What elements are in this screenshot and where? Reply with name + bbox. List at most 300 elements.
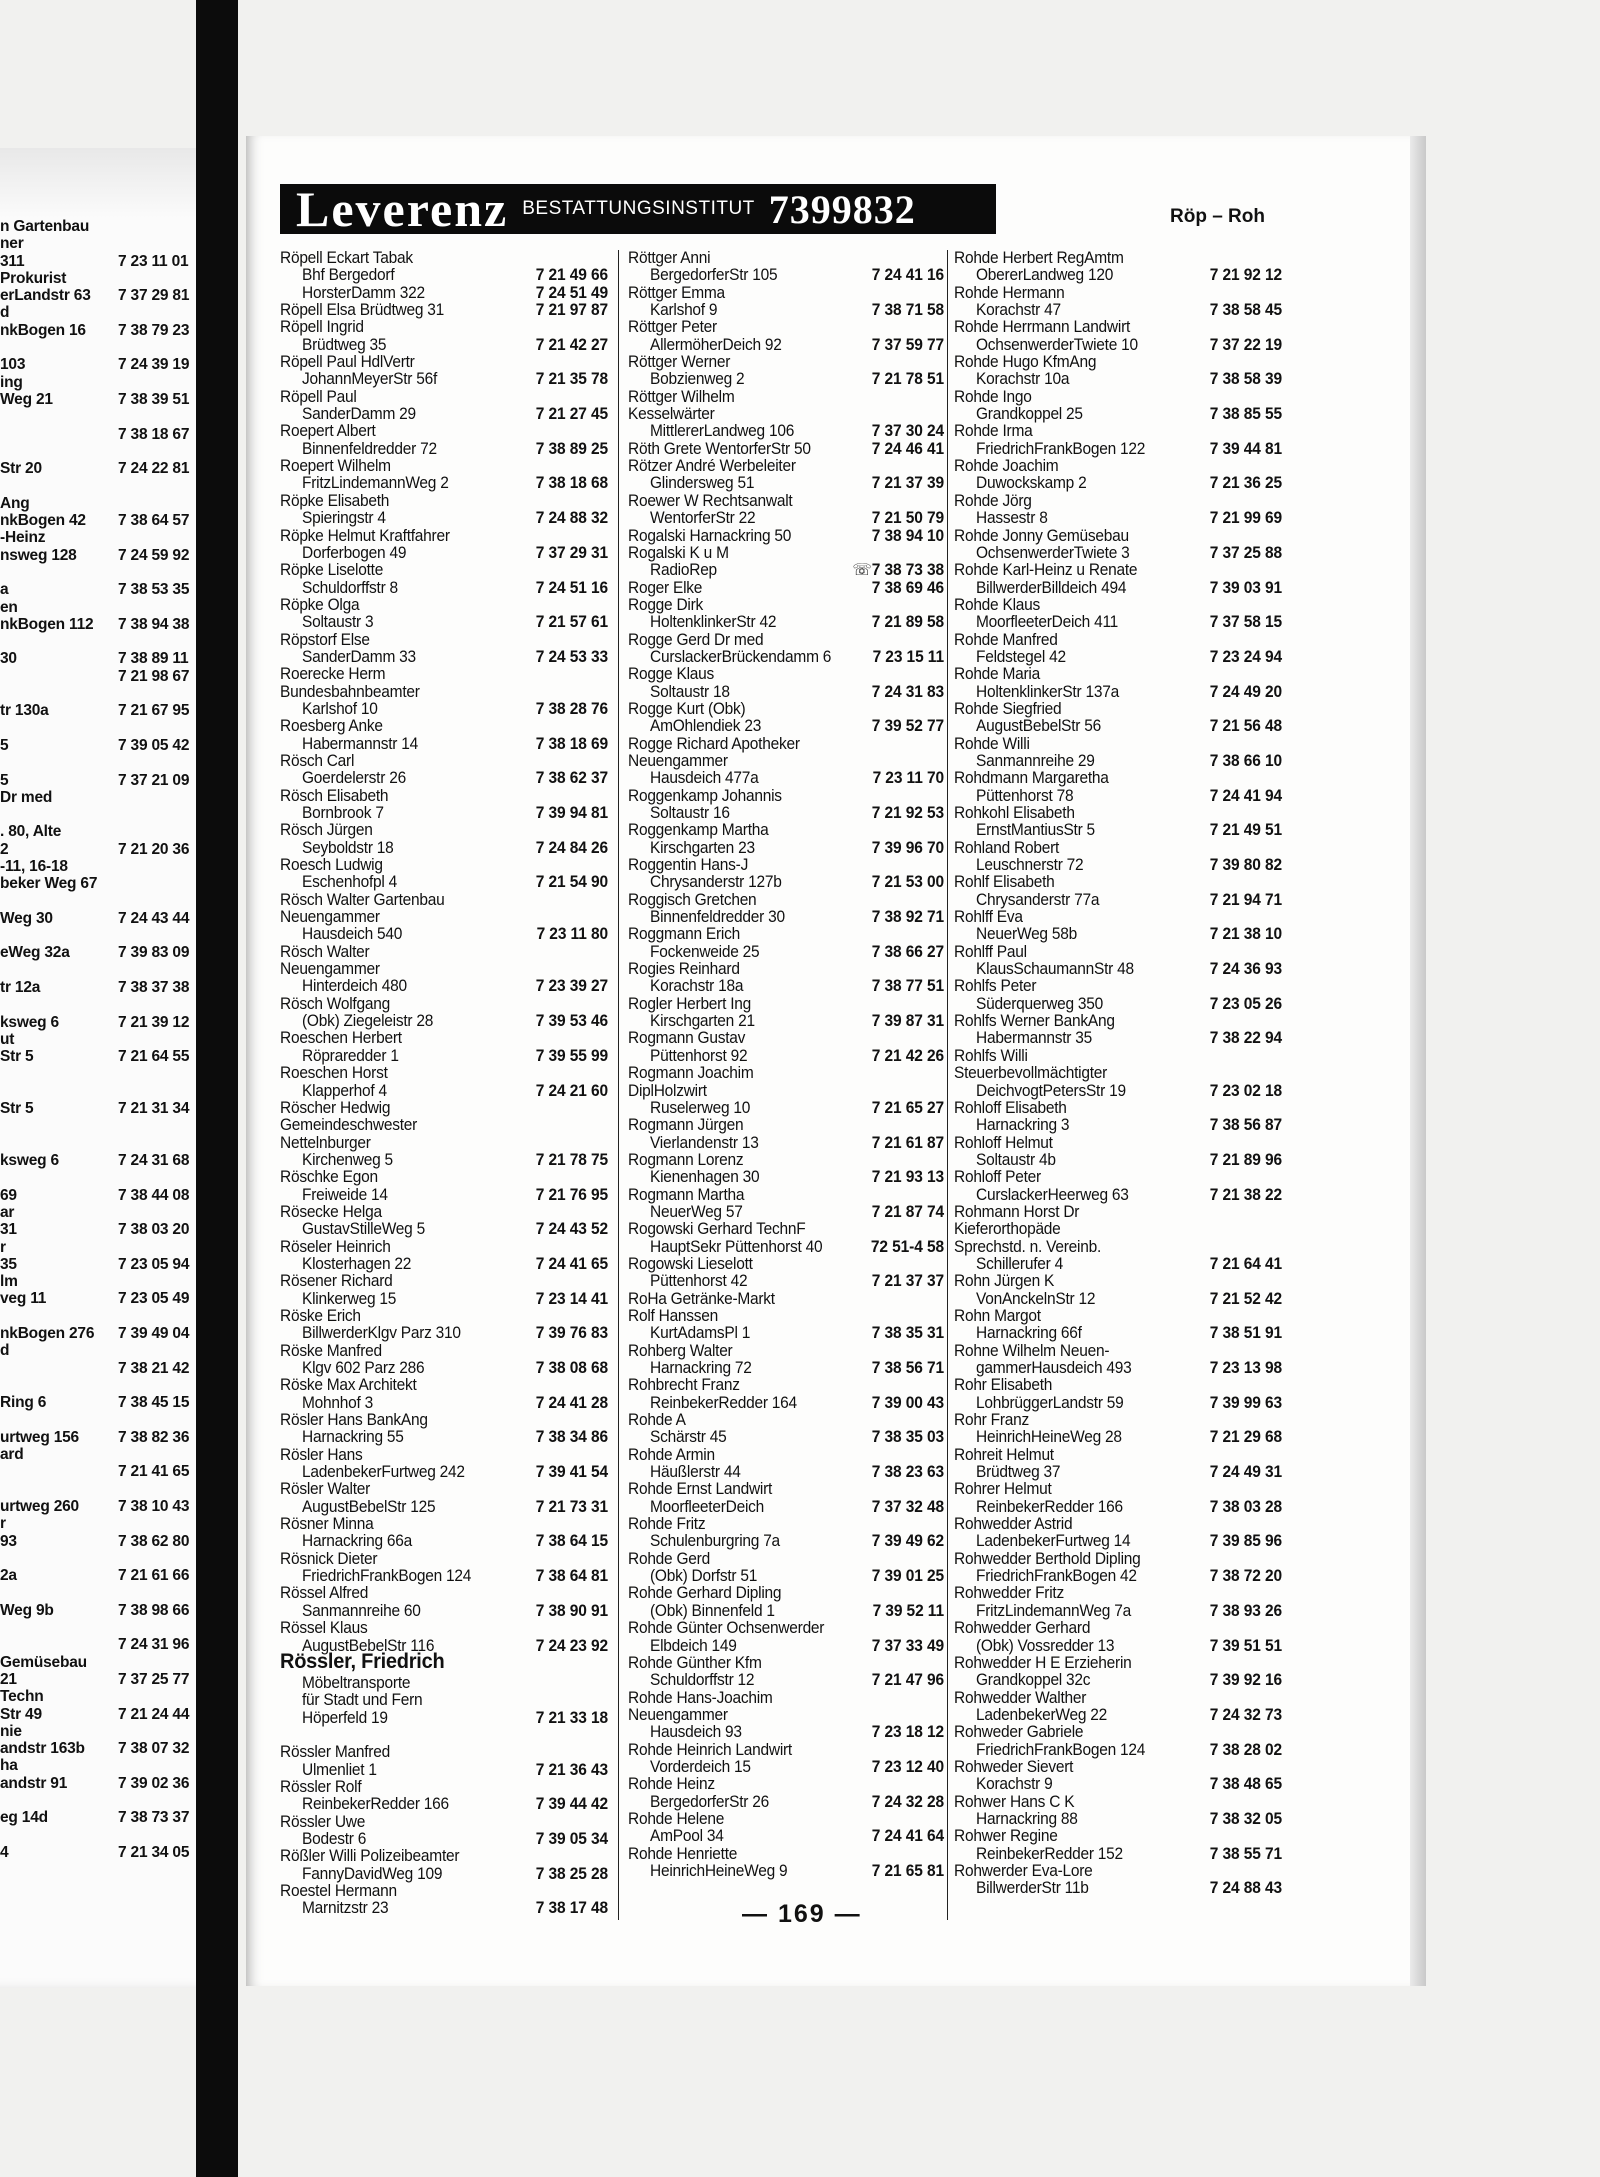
directory-entry-line — [280, 631, 608, 649]
entry-phone: 7 23 11 70 — [872, 769, 944, 788]
entry-phone: 7 38 71 58 — [871, 301, 944, 320]
directory-entry-line — [628, 1689, 944, 1707]
entry-phone: 7 24 32 73 — [1209, 1706, 1282, 1725]
directory-entry-line — [954, 388, 1282, 406]
entry-text: Rohde Günter Ochsenwerder — [628, 1619, 825, 1638]
fragment-text: n Gartenbau — [0, 218, 90, 235]
fragment-text: d — [0, 1342, 10, 1360]
entry-text: Rogmann Martha — [628, 1186, 745, 1204]
entry-phone: 7 37 33 49 — [871, 1637, 944, 1655]
directory-entry-line — [954, 1758, 1282, 1776]
directory-entry-line — [628, 423, 944, 441]
entry-text: ReinbekerRedder 166 — [976, 1498, 1123, 1517]
entry-text: Rösch Wolfgang — [280, 995, 390, 1014]
entry-phone: 7 24 41 65 — [535, 1255, 608, 1274]
entry-phone: 7 21 29 68 — [1209, 1428, 1282, 1447]
entry-text: Elbdeich 149 — [650, 1637, 737, 1655]
fragment-phone: 7 37 29 81 — [118, 287, 190, 305]
fragment-phone: 7 37 21 09 — [118, 771, 190, 789]
directory-entry-line — [628, 267, 944, 285]
directory-entry-line — [280, 388, 608, 406]
directory-entry-line — [628, 1568, 944, 1586]
entry-phone: 7 21 92 12 — [1209, 266, 1282, 285]
entry-text: Binnenfeldredder 30 — [650, 908, 785, 927]
directory-entry-line — [280, 926, 608, 944]
fragment-phone: 7 24 22 81 — [118, 460, 190, 478]
fragment-phone: 7 24 59 92 — [118, 546, 190, 564]
directory-entry-line — [954, 648, 1282, 666]
directory-entry-line — [954, 1325, 1282, 1343]
fragment-phone: 7 21 34 05 — [118, 1843, 190, 1861]
fragment-phone: 7 39 02 36 — [118, 1774, 190, 1792]
directory-entry-line — [954, 1741, 1282, 1759]
entry-text: Rösler Hans BankAng — [280, 1411, 428, 1430]
fragment-phone: 7 21 31 34 — [118, 1100, 190, 1118]
entry-text: Röttger Werner — [628, 353, 731, 372]
entry-phone: 7 37 25 88 — [1209, 544, 1282, 563]
directory-entry-line — [954, 1446, 1282, 1464]
entry-phone: 7 21 57 61 — [535, 613, 608, 632]
entry-phone: 7 38 66 10 — [1209, 752, 1282, 771]
entry-text: Rohn Jürgen K — [954, 1272, 1055, 1291]
entry-phone: 7 21 61 87 — [871, 1134, 944, 1152]
directory-entry-line — [954, 302, 1282, 320]
entry-text: Rohlfs Willi — [954, 1047, 1028, 1066]
entry-phone: 7 39 53 46 — [535, 1012, 608, 1031]
directory-entry-line — [280, 284, 608, 302]
entry-text: Rohbrecht Franz — [628, 1376, 740, 1395]
entry-text: Röttger Wilhelm — [628, 388, 735, 407]
directory-entry-line — [280, 648, 608, 666]
entry-text: Neuengammer — [628, 752, 728, 771]
entry-phone: 7 24 53 33 — [535, 648, 608, 667]
directory-entry-line — [280, 1290, 608, 1308]
directory-entry-line — [280, 596, 608, 614]
directory-entry-line — [628, 648, 944, 666]
directory-entry-line — [954, 1620, 1282, 1638]
entry-text: Binnenfeldredder 72 — [302, 440, 437, 459]
entry-text: Klgv 602 Parz 286 — [302, 1359, 425, 1378]
entry-text: Rogowski Lieselott — [628, 1255, 753, 1274]
directory-entry-line — [628, 1412, 944, 1430]
entry-text: Brüdtweg 37 — [976, 1463, 1061, 1482]
entry-text: Rohr Franz — [954, 1411, 1030, 1430]
fragment-text: 35 — [0, 1255, 17, 1273]
entry-text: Bundesbahnbeamter — [280, 683, 420, 702]
directory-entry-line — [628, 1828, 944, 1846]
entry-text: Habermannstr 14 — [302, 735, 419, 754]
entry-text: FritzLindemannWeg 2 — [302, 475, 449, 493]
entry-text: Süderquerweg 350 — [976, 995, 1103, 1014]
directory-entry-line — [954, 1169, 1282, 1187]
directory-entry-line — [628, 735, 944, 753]
fragment-phone: 7 21 64 55 — [118, 1048, 190, 1066]
directory-entry-line — [280, 857, 608, 875]
entry-text: Rösnick Dieter — [280, 1550, 378, 1569]
entry-text: Leuschnerstr 72 — [976, 856, 1084, 875]
directory-entry-line — [280, 423, 608, 441]
entry-text: Röpell Paul — [280, 388, 357, 407]
entry-phone: 7 39 96 70 — [871, 839, 944, 858]
fragment-phone: 7 39 83 09 — [118, 944, 190, 962]
entry-text: gammerHausdeich 493 — [976, 1359, 1132, 1378]
entry-text: Rohde Hermann — [954, 284, 1065, 303]
entry-text: LadenbekerFurtweg 242 — [302, 1463, 465, 1482]
directory-entry-line — [954, 579, 1282, 597]
entry-text: Rössler Uwe — [280, 1813, 366, 1832]
entry-text: Röttger Emma — [628, 284, 725, 303]
directory-entry-line — [628, 666, 944, 684]
entry-text: Röpke Liselotte — [280, 561, 384, 580]
fragment-text: urtweg 260 — [0, 1497, 79, 1515]
entry-phone: 7 21 42 27 — [535, 336, 608, 355]
entry-phone: 7 21 78 75 — [535, 1151, 608, 1170]
entry-text: Rohde Karl-Heinz u Renate — [954, 561, 1138, 580]
entry-phone: 7 39 85 96 — [1209, 1533, 1282, 1551]
entry-text: OchsenwerderTwiete 3 — [976, 544, 1130, 563]
entry-phone: 7 38 90 91 — [535, 1602, 608, 1621]
directory-entry-line — [954, 596, 1282, 614]
entry-text: Röpell Eckart Tabak — [280, 249, 413, 268]
fragment-text: Gemüsebau — [0, 1653, 87, 1671]
entry-text: AmPool 34 — [650, 1827, 724, 1846]
entry-text: Rohweder Sievert — [954, 1758, 1074, 1777]
directory-entry-line — [280, 1030, 608, 1048]
entry-text: Rogmann Lorenz — [628, 1151, 744, 1170]
directory-entry-line — [280, 336, 608, 354]
entry-phone: 7 38 28 02 — [1209, 1741, 1282, 1759]
entry-phone: 7 21 89 96 — [1209, 1151, 1282, 1170]
directory-entry-line — [954, 753, 1282, 771]
entry-phone: 7 38 77 51 — [871, 978, 944, 996]
directory-entry-line — [628, 1256, 944, 1274]
entry-text: Rohde Hans-Joachim — [628, 1689, 773, 1707]
directory-entry-line — [954, 909, 1282, 927]
directory-entry-line — [628, 1672, 944, 1690]
directory-entry-line — [628, 354, 944, 372]
entry-text: Rössler Rolf — [280, 1778, 362, 1797]
entry-phone: 7 38 35 31 — [871, 1324, 944, 1343]
entry-text: Röpke Helmut Kraftfahrer — [280, 527, 450, 545]
entry-phone: 7 23 14 41 — [535, 1290, 608, 1309]
directory-entry-line — [280, 440, 608, 458]
entry-text: Rohde Joachim — [954, 457, 1059, 476]
directory-entry-line — [628, 683, 944, 701]
directory-entry-line — [954, 1481, 1282, 1499]
entry-text: für Stadt und Fern — [302, 1691, 423, 1710]
entry-text: BergedorferStr 105 — [650, 266, 778, 285]
entry-phone: 7 39 94 81 — [535, 804, 608, 823]
entry-text: AugustBebelStr 56 — [976, 717, 1102, 736]
entry-text: SanderDamm 29 — [302, 405, 416, 424]
directory-entry-line — [280, 1342, 608, 1360]
directory-entry-line — [280, 1481, 608, 1499]
directory-entry-line — [954, 631, 1282, 649]
directory-entry-line — [628, 250, 944, 268]
entry-phone: 7 39 05 34 — [535, 1830, 608, 1849]
directory-entry-line — [628, 1082, 944, 1100]
entry-text: Schuldorffstr 8 — [302, 579, 398, 597]
entry-text: Habermannstr 35 — [976, 1030, 1093, 1048]
entry-text: Rösecke Helga — [280, 1203, 382, 1222]
directory-entry-line — [954, 1498, 1282, 1516]
fragment-text: Weg 21 — [0, 390, 53, 408]
entry-text: Rohn Margot — [954, 1307, 1041, 1326]
directory-entry-line — [628, 1047, 944, 1065]
directory-entry-line — [628, 1481, 944, 1499]
fragment-text: lm — [0, 1273, 18, 1291]
directory-entry-line — [280, 371, 608, 389]
entry-text: AllermöherDeich 92 — [650, 336, 782, 355]
directory-entry-line — [954, 1377, 1282, 1395]
entry-text: Rohlff Paul — [954, 943, 1027, 962]
entry-text: Roggisch Gretchen — [628, 891, 757, 910]
fragment-phone: 7 38 94 38 — [118, 615, 190, 633]
entry-text: RadioRep — [650, 561, 717, 580]
entry-text: Rohberg Walter — [628, 1342, 733, 1361]
entry-text: (Obk) Ziegeleistr 28 — [302, 1012, 434, 1031]
entry-phone: 7 24 36 93 — [1209, 960, 1282, 979]
entry-text: Rößler Willi Polizeibeamter — [280, 1847, 460, 1866]
entry-text: Roerecke Herm — [280, 665, 386, 684]
entry-phone: 7 24 46 41 — [871, 440, 944, 459]
directory-entry-line — [954, 1013, 1282, 1031]
directory-entry-line — [628, 510, 944, 528]
entry-phone: 7 23 24 94 — [1209, 648, 1282, 667]
entry-text: Rohde Maria — [954, 665, 1040, 684]
directory-entry-line — [628, 1013, 944, 1031]
entry-text: Rohde Willi — [954, 735, 1030, 754]
entry-text: FriedrichFrankBogen 124 — [302, 1567, 472, 1586]
page-number: — 169 — — [742, 1900, 862, 1928]
entry-text: ReinbekerRedder 166 — [302, 1795, 449, 1814]
entry-text: Harnackring 88 — [976, 1810, 1078, 1829]
directory-entry-line — [280, 1692, 608, 1710]
fragment-text: 30 — [0, 650, 17, 668]
entry-phone: 7 38 34 86 — [535, 1428, 608, 1447]
fragment-text: urtweg 156 — [0, 1428, 79, 1446]
entry-phone: 7 21 52 42 — [1209, 1290, 1282, 1309]
directory-entry-line — [628, 943, 944, 961]
entry-phone: 7 38 23 63 — [871, 1463, 944, 1482]
directory-entry-line — [954, 1706, 1282, 1724]
fragment-text: tr 130a — [0, 702, 49, 720]
directory-entry-line — [628, 1151, 944, 1169]
entry-phone: 7 38 89 25 — [535, 440, 608, 459]
entry-text: Rohloff Helmut — [954, 1134, 1053, 1152]
entry-text: Spieringstr 4 — [302, 509, 386, 528]
entry-phone: 7 23 05 26 — [1209, 995, 1282, 1014]
directory-entry-line — [280, 1900, 608, 1918]
directory-entry-line — [628, 978, 944, 996]
entry-text: Rohlff Eva — [954, 908, 1023, 927]
fragment-phone: 7 21 39 12 — [118, 1013, 190, 1031]
entry-text: Soltaustr 4b — [976, 1151, 1056, 1170]
entry-text: Rohmann Horst Dr — [954, 1203, 1080, 1222]
fragment-text: d — [0, 304, 10, 322]
directory-entry-line — [628, 1203, 944, 1221]
directory-entry-line — [280, 1709, 608, 1727]
entry-text: LadenbekerWeg 22 — [976, 1706, 1108, 1725]
fragment-phone: 7 23 05 49 — [118, 1290, 190, 1308]
entry-phone: 7 37 32 48 — [871, 1498, 944, 1517]
entry-text: Rohde Irma — [954, 423, 1033, 441]
fragment-text: Str 5 — [0, 1100, 34, 1118]
directory-entry-line — [628, 1654, 944, 1672]
entry-text: Rohr Elisabeth — [954, 1376, 1053, 1395]
fragment-text: Weg 9b — [0, 1601, 54, 1619]
entry-phone: 7 38 25 28 — [535, 1865, 608, 1884]
entry-phone: 7 39 51 51 — [1209, 1637, 1282, 1655]
entry-text: Röth Grete WentorferStr 50 — [628, 440, 811, 459]
entry-phone: 7 21 47 96 — [871, 1671, 944, 1690]
entry-text: Röske Manfred — [280, 1342, 382, 1361]
entry-text: (Obk) Vossredder 13 — [976, 1637, 1115, 1655]
directory-entry-line — [954, 839, 1282, 857]
directory-entry-line — [628, 1065, 944, 1083]
entry-phone: 7 39 52 11 — [872, 1602, 944, 1621]
directory-entry-line — [628, 770, 944, 788]
entry-phone: 7 21 73 31 — [535, 1498, 608, 1517]
entry-text: HoltenklinkerStr 137a — [976, 683, 1119, 702]
entry-text: Chrysanderstr 77a — [976, 891, 1100, 910]
directory-entry-line — [280, 527, 608, 545]
fragment-text: 31 — [0, 1221, 17, 1239]
entry-text: Röseler Heinrich — [280, 1238, 391, 1257]
entry-phone: 7 24 84 26 — [535, 839, 608, 858]
fragment-phone: 7 24 31 68 — [118, 1152, 190, 1170]
entry-phone: 7 38 48 65 — [1209, 1775, 1282, 1794]
entry-phone: 7 37 22 19 — [1209, 336, 1282, 355]
directory-entry-line — [954, 1256, 1282, 1274]
entry-text: Rohdmann Margaretha — [954, 769, 1109, 788]
directory-entry-line — [954, 805, 1282, 823]
funeral-home-advertisement — [280, 181, 996, 237]
entry-text: DeichvogtPetersStr 19 — [976, 1082, 1126, 1100]
entry-text: Rohde Ingo — [954, 388, 1032, 407]
entry-text: NeuerWeg 58b — [976, 925, 1077, 944]
entry-text: Roesch Ludwig — [280, 856, 383, 875]
directory-entry-line — [628, 492, 944, 510]
entry-text: Möbeltransporte — [302, 1674, 411, 1693]
directory-entry-line — [280, 770, 608, 788]
directory-entry-line — [628, 1290, 944, 1308]
directory-entry-line — [954, 1828, 1282, 1846]
entry-text: Schärstr 45 — [650, 1428, 727, 1447]
entry-text: Rohlf Elisabeth — [954, 873, 1055, 892]
directory-entry-line — [280, 1464, 608, 1482]
fragment-phone: 7 39 49 04 — [118, 1325, 190, 1342]
fragment-phone: 7 21 41 65 — [118, 1463, 190, 1481]
entry-phone: 7 21 36 43 — [535, 1761, 608, 1779]
entry-phone: 7 38 94 10 — [871, 527, 944, 545]
directory-entry-line — [280, 1360, 608, 1378]
directory-entry-line — [954, 1047, 1282, 1065]
directory-entry-line — [628, 961, 944, 979]
entry-phone: 7 38 03 28 — [1209, 1498, 1282, 1517]
entry-text: Steuerbevollmächtigter — [954, 1064, 1108, 1083]
fragment-text: 5 — [0, 771, 9, 789]
entry-phone: 7 38 08 68 — [535, 1359, 608, 1378]
entry-phone: 72 51-4 58 — [870, 1238, 944, 1257]
fragment-text: tr 12a — [0, 979, 41, 997]
entry-phone: 7 39 92 16 — [1209, 1671, 1282, 1690]
entry-phone: 7 38 18 68 — [535, 475, 608, 493]
fragment-text: 21 — [0, 1670, 17, 1688]
entry-text: Rogge Richard Apotheker — [628, 735, 800, 754]
entry-text: Roeschen Horst — [280, 1064, 388, 1083]
directory-entry-line — [628, 909, 944, 927]
directory-entry-line — [628, 1377, 944, 1395]
directory-entry-line — [280, 1848, 608, 1866]
directory-entry-line — [280, 510, 608, 528]
entry-text: Röpell Ingrid — [280, 318, 364, 337]
fragment-text: Ang — [0, 494, 30, 512]
entry-text: Rohrer Helmut — [954, 1480, 1052, 1499]
directory-entry-line — [954, 423, 1282, 441]
entry-text: Rogowski Gerhard TechnF — [628, 1220, 806, 1239]
directory-entry-line — [954, 1880, 1282, 1898]
fragment-phone: 7 38 07 32 — [118, 1740, 190, 1758]
entry-phone: 7 21 27 45 — [535, 405, 608, 424]
entry-text: Rohde Armin — [628, 1446, 715, 1465]
directory-entry-line — [280, 1533, 608, 1551]
directory-entry-line — [628, 1099, 944, 1117]
entry-text: Rogalski K u M — [628, 544, 729, 563]
directory-entry-line — [628, 1308, 944, 1326]
entry-phone: 7 24 23 92 — [535, 1637, 608, 1655]
directory-entry-line — [954, 822, 1282, 840]
directory-entry-line — [280, 1169, 608, 1187]
entry-text: Soltaustr 18 — [650, 683, 730, 702]
entry-text: Rolf Hanssen — [628, 1307, 719, 1326]
directory-entry-line — [954, 1672, 1282, 1690]
entry-text: Röttger Peter — [628, 318, 717, 337]
entry-text: Rössler Manfred — [280, 1743, 390, 1762]
entry-phone: 7 23 13 98 — [1209, 1359, 1282, 1378]
fragment-phone: 7 21 61 66 — [118, 1567, 190, 1585]
directory-entry-line — [954, 926, 1282, 944]
directory-entry-line — [628, 1360, 944, 1378]
directory-entry-line — [280, 874, 608, 892]
entry-phone: 7 39 87 31 — [871, 1012, 944, 1031]
directory-entry-line — [628, 995, 944, 1013]
entry-text: Rösch Walter Gartenbau — [280, 891, 445, 910]
directory-entry-line — [280, 1429, 608, 1447]
directory-entry-line — [954, 1030, 1282, 1048]
entry-text: Roggenkamp Johannis — [628, 787, 782, 806]
directory-entry-line — [628, 319, 944, 337]
directory-entry-line — [280, 735, 608, 753]
directory-entry-line — [280, 666, 608, 684]
directory-entry-line — [280, 943, 608, 961]
fragment-text: 311 — [0, 252, 25, 270]
directory-entry-line — [954, 1238, 1282, 1256]
entry-phone: 7 39 76 83 — [535, 1324, 608, 1343]
directory-entry-line — [280, 1761, 608, 1779]
directory-entry-line — [954, 857, 1282, 875]
entry-text: Rogmann Joachim — [628, 1064, 754, 1083]
directory-entry-line — [628, 805, 944, 823]
directory-entry-line — [280, 1117, 608, 1135]
directory-entry-line — [628, 787, 944, 805]
entry-phone: 7 39 03 91 — [1209, 579, 1282, 597]
directory-entry-line — [954, 1533, 1282, 1551]
fragment-text: a — [0, 581, 9, 599]
entry-phone: 7 21 37 37 — [871, 1272, 944, 1291]
entry-text: Rohde Herrmann Landwirt — [954, 318, 1131, 337]
entry-text: Hausdeich 93 — [650, 1723, 742, 1742]
